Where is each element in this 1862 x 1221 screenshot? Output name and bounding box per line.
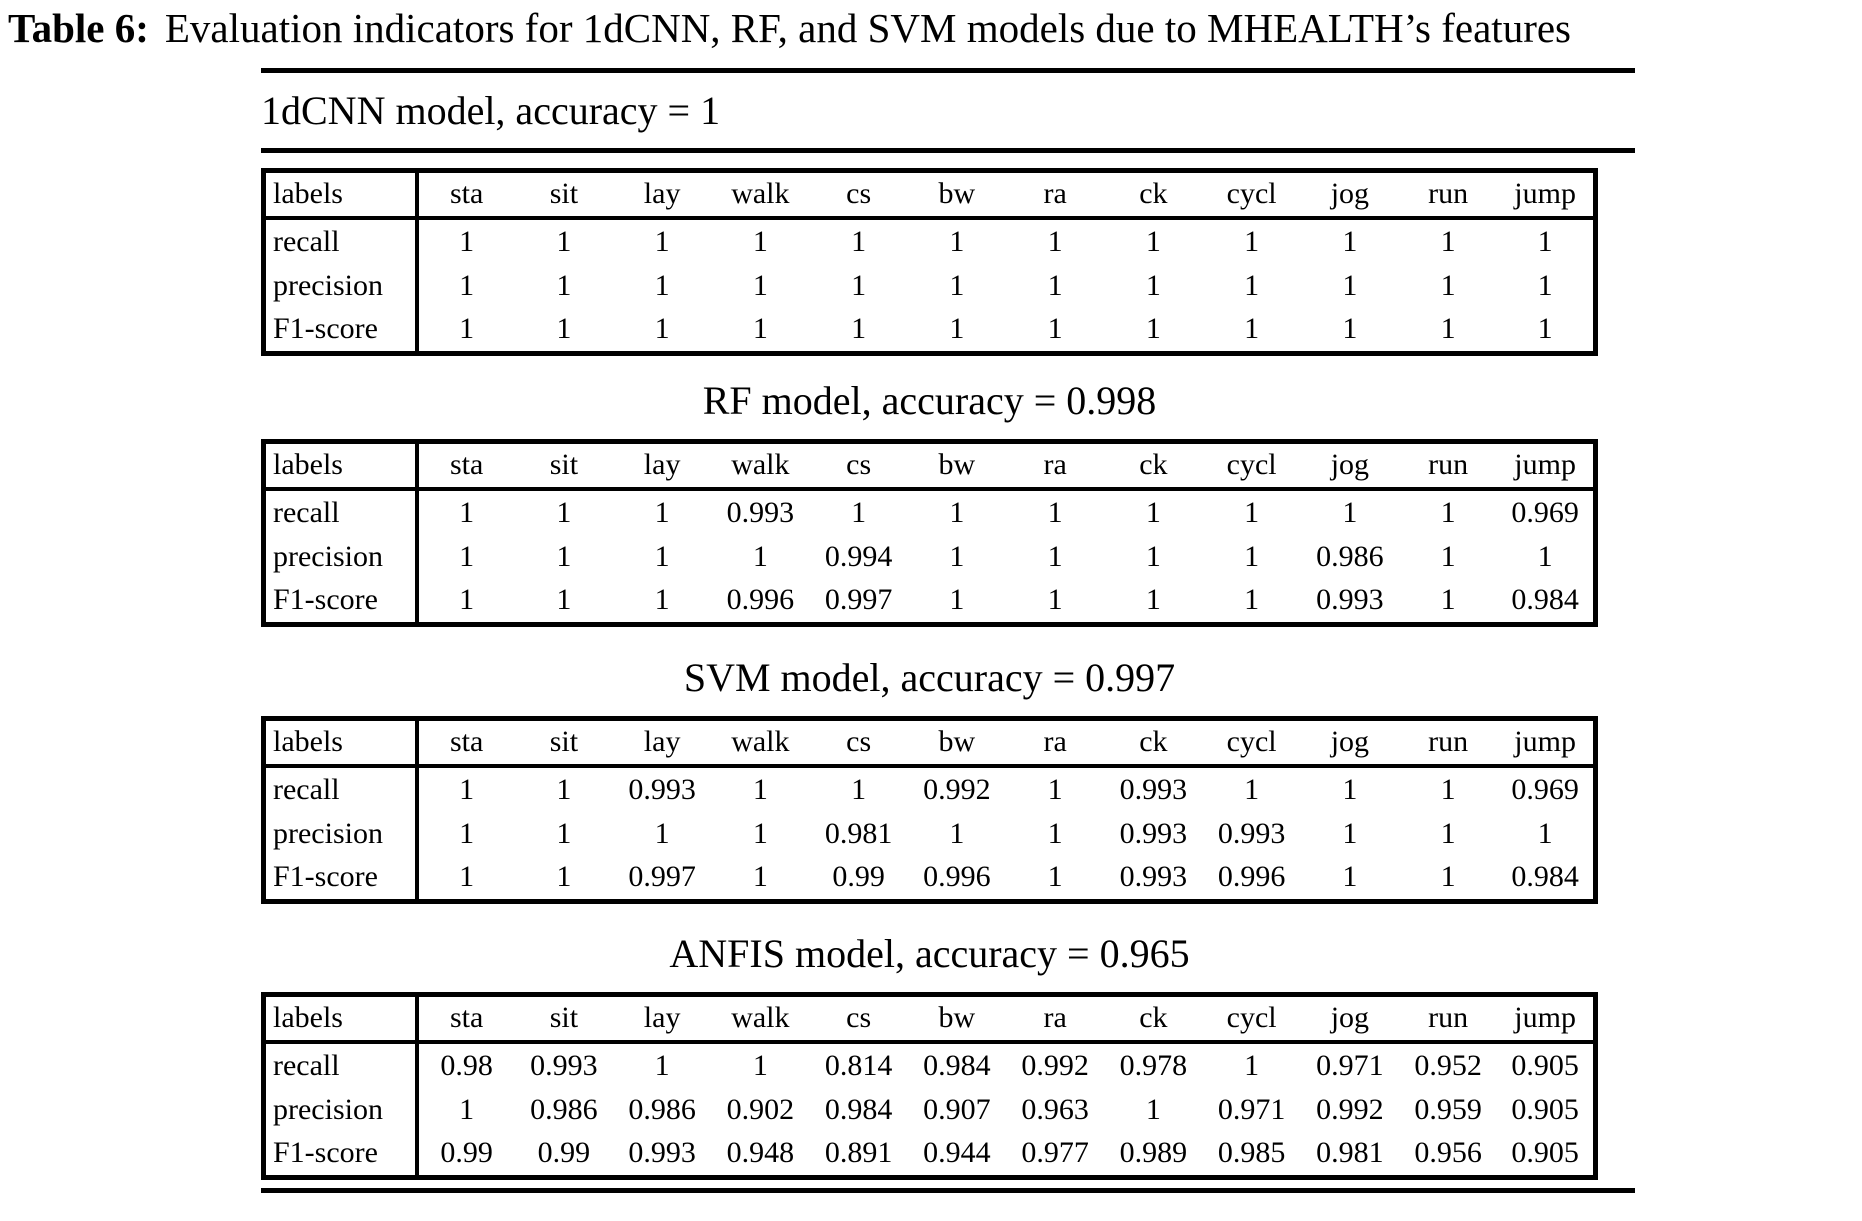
column-header-jog: jog xyxy=(1301,441,1399,489)
metrics-table-rf xyxy=(261,439,1598,627)
table-caption xyxy=(0,0,1862,53)
metric-cell: 1 xyxy=(1537,816,1553,850)
caption-text: Evaluation indicators for 1dCNN, RF, and SVM models due to MHEALTH’s features xyxy=(164,5,1572,51)
metric-cell: 1 xyxy=(949,583,965,617)
metric-cell: 1 xyxy=(654,816,670,850)
metric-cell: 1 xyxy=(1145,1092,1161,1126)
row-label: precision xyxy=(264,534,417,579)
metric-cell: 1 xyxy=(459,860,475,894)
column-header-cs: cs xyxy=(810,994,908,1042)
metric-cell: 1 xyxy=(556,860,572,894)
metric-cell: 1 xyxy=(851,268,867,302)
metric-row-precision xyxy=(264,534,1596,579)
column-header-jump: jump xyxy=(1497,441,1595,489)
metric-cell: 1 xyxy=(851,495,867,529)
metric-cell: 1 xyxy=(1047,224,1063,258)
column-header-walk: walk xyxy=(711,170,809,218)
row-label: recall xyxy=(264,766,417,811)
metric-cell: 0.993 xyxy=(628,772,696,806)
metric-cell: 1 xyxy=(1440,816,1456,850)
column-header-jump: jump xyxy=(1497,170,1595,218)
row-label: F1-score xyxy=(264,579,417,624)
metric-cell: 1 xyxy=(1244,268,1260,302)
metric-row-recall xyxy=(264,766,1596,811)
metric-cell: 1 xyxy=(752,772,768,806)
metric-cell: 1 xyxy=(459,495,475,529)
metric-cell: 0.956 xyxy=(1414,1136,1482,1170)
metric-cell: 0.992 xyxy=(923,772,991,806)
metric-cell: 1 xyxy=(1342,816,1358,850)
header-row xyxy=(264,441,1596,489)
metric-cell: 0.969 xyxy=(1511,772,1579,806)
metric-cell: 1 xyxy=(1047,772,1063,806)
model-title-rf: RF model, accuracy = 0.998 xyxy=(702,377,1157,423)
metric-cell: 1 xyxy=(1342,495,1358,529)
metric-cell: 1 xyxy=(459,1092,475,1126)
metric-cell: 1 xyxy=(1244,539,1260,573)
metric-cell: 0.986 xyxy=(530,1092,598,1126)
rule-under-1dcnn-title xyxy=(261,148,1635,153)
model-title-anfis: ANFIS model, accuracy = 0.965 xyxy=(669,930,1190,976)
metric-cell: 1 xyxy=(1244,583,1260,617)
metric-cell: 0.996 xyxy=(726,583,795,617)
metric-cell: 1 xyxy=(556,495,572,529)
column-header-lay: lay xyxy=(613,718,711,766)
metric-cell: 0.902 xyxy=(726,1092,795,1126)
metrics-table-anfis xyxy=(261,992,1598,1180)
column-header-cycl: cycl xyxy=(1203,170,1301,218)
metric-cell: 0.992 xyxy=(1021,1048,1089,1082)
metric-cell: 1 xyxy=(1244,224,1260,258)
metric-cell: 0.993 xyxy=(1119,772,1188,806)
metric-cell: 1 xyxy=(949,312,965,346)
column-header-jog: jog xyxy=(1301,718,1399,766)
metric-cell: 1 xyxy=(1537,268,1553,302)
metric-cell: 0.984 xyxy=(923,1048,991,1082)
metric-cell: 0.984 xyxy=(1511,583,1579,617)
metric-cell: 1 xyxy=(1342,224,1358,258)
metric-cell: 1 xyxy=(752,539,768,573)
table-body-region xyxy=(261,68,1635,1193)
column-header-sit: sit xyxy=(515,441,613,489)
model-title-svm: SVM model, accuracy = 0.997 xyxy=(683,654,1176,700)
metric-cell: 1 xyxy=(459,224,475,258)
row-label: precision xyxy=(264,263,417,308)
column-header-jog: jog xyxy=(1301,170,1399,218)
metric-cell: 1 xyxy=(556,224,572,258)
metric-cell: 1 xyxy=(1047,816,1063,850)
metric-cell: 1 xyxy=(1145,224,1161,258)
metric-cell: 0.969 xyxy=(1511,495,1579,529)
metric-cell: 1 xyxy=(1342,312,1358,346)
metric-cell: 0.989 xyxy=(1119,1136,1188,1170)
column-header-ra: ra xyxy=(1006,718,1104,766)
column-header-cycl: cycl xyxy=(1203,718,1301,766)
metric-cell: 0.993 xyxy=(1119,816,1188,850)
column-header-cycl: cycl xyxy=(1203,441,1301,489)
metric-cell: 0.944 xyxy=(923,1136,991,1170)
metric-cell: 1 xyxy=(851,772,867,806)
metric-cell: 1 xyxy=(1244,1048,1260,1082)
metric-cell: 1 xyxy=(459,312,475,346)
metric-cell: 0.948 xyxy=(726,1136,795,1170)
column-header-ck: ck xyxy=(1104,994,1202,1042)
metric-cell: 1 xyxy=(1244,772,1260,806)
metric-row-recall xyxy=(264,489,1596,534)
column-header-lay: lay xyxy=(613,170,711,218)
metric-cell: 1 xyxy=(459,583,475,617)
metric-cell: 1 xyxy=(949,539,965,573)
row-label: F1-score xyxy=(264,856,417,901)
metric-cell: 0.992 xyxy=(1316,1092,1384,1126)
metric-cell: 1 xyxy=(1145,495,1161,529)
metric-cell: 0.971 xyxy=(1316,1048,1384,1082)
header-row xyxy=(264,170,1596,218)
column-header-walk: walk xyxy=(711,994,809,1042)
metric-cell: 0.905 xyxy=(1511,1092,1579,1126)
metric-cell: 1 xyxy=(1244,495,1260,529)
labels-column-header: labels xyxy=(264,441,417,489)
column-header-walk: walk xyxy=(711,441,809,489)
model-title-1dcnn: 1dCNN model, accuracy = 1 xyxy=(261,87,721,133)
metric-cell: 1 xyxy=(1440,224,1456,258)
row-label: recall xyxy=(264,489,417,534)
metric-cell: 1 xyxy=(556,312,572,346)
metric-cell: 1 xyxy=(1047,583,1063,617)
metric-cell: 1 xyxy=(1047,495,1063,529)
row-label: recall xyxy=(264,218,417,263)
column-header-sit: sit xyxy=(515,170,613,218)
top-rule xyxy=(261,68,1635,73)
column-header-jump: jump xyxy=(1497,718,1595,766)
metric-cell: 1 xyxy=(1440,860,1456,894)
metric-row-recall xyxy=(264,218,1596,263)
metric-cell: 1 xyxy=(1047,539,1063,573)
metric-cell: 0.993 xyxy=(1217,816,1286,850)
metric-cell: 0.99 xyxy=(440,1136,493,1170)
labels-column-header: labels xyxy=(264,718,417,766)
metric-cell: 0.99 xyxy=(537,1136,591,1170)
metric-cell: 0.997 xyxy=(824,583,893,617)
column-header-sta: sta xyxy=(417,441,515,489)
row-label: recall xyxy=(264,1042,417,1087)
metric-row-precision xyxy=(264,263,1596,308)
metric-cell: 0.963 xyxy=(1021,1092,1089,1126)
metric-cell: 1 xyxy=(1145,312,1161,346)
metric-cell: 0.814 xyxy=(824,1048,893,1082)
metric-cell: 1 xyxy=(1440,539,1456,573)
column-header-bw: bw xyxy=(908,170,1006,218)
column-header-sit: sit xyxy=(515,718,613,766)
column-header-run: run xyxy=(1399,170,1497,218)
metric-cell: 0.993 xyxy=(530,1048,598,1082)
column-header-jump: jump xyxy=(1497,994,1595,1042)
metric-cell: 0.99 xyxy=(832,860,885,894)
metric-cell: 0.981 xyxy=(824,816,893,850)
metric-row-recall xyxy=(264,1042,1596,1087)
metric-cell: 0.977 xyxy=(1021,1136,1089,1170)
metric-cell: 0.984 xyxy=(824,1092,893,1126)
column-header-cs: cs xyxy=(810,170,908,218)
metric-cell: 1 xyxy=(1145,539,1161,573)
metric-cell: 1 xyxy=(1537,539,1553,573)
column-header-ra: ra xyxy=(1006,170,1104,218)
metric-cell: 1 xyxy=(1047,268,1063,302)
metric-cell: 0.985 xyxy=(1217,1136,1286,1170)
column-header-cs: cs xyxy=(810,718,908,766)
metric-cell: 0.996 xyxy=(1217,860,1286,894)
column-header-lay: lay xyxy=(613,441,711,489)
metric-cell: 0.993 xyxy=(628,1136,696,1170)
metric-cell: 0.993 xyxy=(1119,860,1188,894)
metric-cell: 0.905 xyxy=(1511,1048,1579,1082)
metric-cell: 1 xyxy=(654,495,670,529)
metric-cell: 1 xyxy=(949,224,965,258)
metric-cell: 1 xyxy=(459,772,475,806)
metric-cell: 1 xyxy=(949,268,965,302)
column-header-bw: bw xyxy=(908,994,1006,1042)
metric-cell: 0.996 xyxy=(923,860,991,894)
metric-row-f1-score xyxy=(264,579,1596,624)
metric-cell: 1 xyxy=(654,539,670,573)
metric-cell: 0.993 xyxy=(726,495,795,529)
metric-cell: 1 xyxy=(459,268,475,302)
metric-cell: 1 xyxy=(459,539,475,573)
metric-cell: 1 xyxy=(1440,583,1456,617)
metrics-table-svm xyxy=(261,716,1598,904)
metric-cell: 1 xyxy=(1537,312,1553,346)
metric-cell: 1 xyxy=(1537,224,1553,258)
column-header-run: run xyxy=(1399,441,1497,489)
column-header-ra: ra xyxy=(1006,994,1104,1042)
column-header-sta: sta xyxy=(417,170,515,218)
metric-cell: 1 xyxy=(556,583,572,617)
labels-column-header: labels xyxy=(264,994,417,1042)
metric-cell: 1 xyxy=(752,816,768,850)
metric-cell: 1 xyxy=(1145,268,1161,302)
metric-cell: 0.952 xyxy=(1414,1048,1482,1082)
header-row xyxy=(264,994,1596,1042)
metric-cell: 1 xyxy=(556,268,572,302)
labels-column-header: labels xyxy=(264,170,417,218)
metric-cell: 1 xyxy=(1145,583,1161,617)
column-header-walk: walk xyxy=(711,718,809,766)
column-header-lay: lay xyxy=(613,994,711,1042)
metric-cell: 0.981 xyxy=(1316,1136,1384,1170)
metric-cell: 1 xyxy=(1440,772,1456,806)
column-header-jog: jog xyxy=(1301,994,1399,1042)
metric-row-precision xyxy=(264,1087,1596,1132)
metric-cell: 1 xyxy=(1342,772,1358,806)
metric-cell: 1 xyxy=(556,816,572,850)
metric-cell: 0.891 xyxy=(824,1136,893,1170)
column-header-ck: ck xyxy=(1104,170,1202,218)
column-header-sta: sta xyxy=(417,994,515,1042)
metric-row-f1-score xyxy=(264,308,1596,353)
column-header-bw: bw xyxy=(908,718,1006,766)
metric-cell: 1 xyxy=(654,312,670,346)
row-label: F1-score xyxy=(264,308,417,353)
metric-row-f1-score xyxy=(264,1132,1596,1177)
metric-cell: 1 xyxy=(1440,312,1456,346)
metric-cell: 1 xyxy=(752,312,768,346)
row-label: precision xyxy=(264,811,417,856)
column-header-run: run xyxy=(1399,718,1497,766)
metric-cell: 0.993 xyxy=(1316,583,1384,617)
metric-cell: 0.98 xyxy=(440,1048,493,1082)
metric-cell: 1 xyxy=(949,495,965,529)
column-header-ck: ck xyxy=(1104,441,1202,489)
metric-cell: 1 xyxy=(752,1048,768,1082)
metric-cell: 1 xyxy=(949,816,965,850)
caption-label: Table 6: xyxy=(8,5,149,51)
column-header-bw: bw xyxy=(908,441,1006,489)
metric-cell: 1 xyxy=(1342,860,1358,894)
metric-cell: 1 xyxy=(654,583,670,617)
metric-cell: 0.907 xyxy=(923,1092,991,1126)
metrics-table-1dcnn xyxy=(261,168,1598,356)
metric-cell: 1 xyxy=(654,268,670,302)
metric-cell: 1 xyxy=(654,1048,670,1082)
metric-cell: 0.997 xyxy=(628,860,696,894)
metric-cell: 1 xyxy=(752,268,768,302)
metric-cell: 1 xyxy=(1047,312,1063,346)
row-label: precision xyxy=(264,1087,417,1132)
metric-row-f1-score xyxy=(264,856,1596,901)
column-header-run: run xyxy=(1399,994,1497,1042)
row-label: F1-score xyxy=(264,1132,417,1177)
metric-cell: 0.986 xyxy=(1316,539,1384,573)
metric-cell: 1 xyxy=(459,816,475,850)
metric-cell: 0.994 xyxy=(824,539,893,573)
metric-cell: 1 xyxy=(851,312,867,346)
metric-cell: 0.986 xyxy=(628,1092,696,1126)
metric-cell: 1 xyxy=(752,860,768,894)
metric-cell: 1 xyxy=(752,224,768,258)
metric-cell: 1 xyxy=(1244,312,1260,346)
column-header-sit: sit xyxy=(515,994,613,1042)
header-row xyxy=(264,718,1596,766)
metric-cell: 0.984 xyxy=(1511,860,1579,894)
column-header-cycl: cycl xyxy=(1203,994,1301,1042)
metric-cell: 1 xyxy=(1047,860,1063,894)
metric-row-precision xyxy=(264,811,1596,856)
metric-cell: 0.971 xyxy=(1217,1092,1286,1126)
metric-cell: 1 xyxy=(556,772,572,806)
metric-cell: 0.959 xyxy=(1414,1092,1482,1126)
metric-cell: 1 xyxy=(654,224,670,258)
metric-cell: 0.978 xyxy=(1119,1048,1188,1082)
column-header-ra: ra xyxy=(1006,441,1104,489)
metric-cell: 1 xyxy=(556,539,572,573)
metric-cell: 1 xyxy=(851,224,867,258)
metric-cell: 1 xyxy=(1440,495,1456,529)
column-header-sta: sta xyxy=(417,718,515,766)
metric-cell: 1 xyxy=(1342,268,1358,302)
metric-cell: 1 xyxy=(1440,268,1456,302)
column-header-ck: ck xyxy=(1104,718,1202,766)
metric-cell: 0.905 xyxy=(1511,1136,1579,1170)
column-header-cs: cs xyxy=(810,441,908,489)
bottom-rule xyxy=(261,1188,1635,1193)
